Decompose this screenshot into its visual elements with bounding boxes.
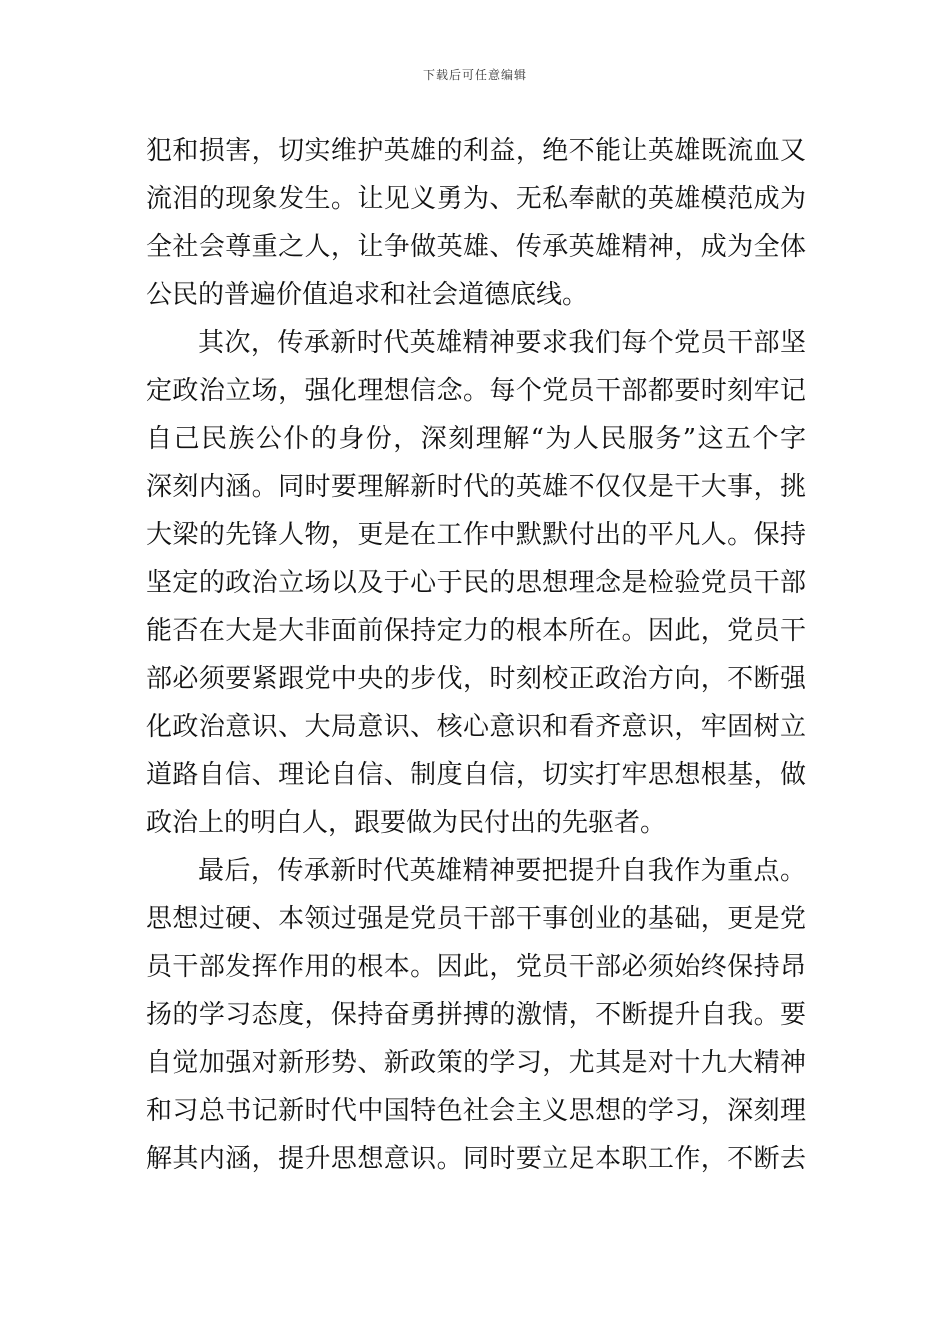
text-line: 化政治意识、大局意识、核心意识和看齐意识，牢固树立 [146,712,806,742]
text-line: 全社会尊重之人，让争做英雄、传承英雄精神，成为全体 [146,232,806,262]
text-line: 思想过硬、本领过强是党员干部干事创业的基础，更是党 [146,904,806,934]
text-line: 公民的普遍价值追求和社会道德底线。 [146,280,589,310]
text-line: 道路自信、理论自信、制度自信，切实打牢思想根基，做 [146,760,806,790]
text-line: 解其内涵，提升思想意识。同时要立足本职工作，不断去 [146,1144,806,1174]
text-line: 定政治立场，强化理想信念。每个党员干部都要时刻牢记 [146,376,806,406]
paragraph-first-line: 最后，传承新时代英雄精神要把提升自我作为重点。 [198,856,806,886]
text-line: 大梁的先锋人物，更是在工作中默默付出的平凡人。保持 [146,520,806,550]
paragraph-first-line: 其次，传承新时代英雄精神要求我们每个党员干部坚 [198,328,806,358]
text-line: 自己民族公仆的身份，深刻理解“为人民服务”这五个字 [146,424,806,454]
page-header: 下载后可任意编辑 [422,68,527,82]
text-line: 和习总书记新时代中国特色社会主义思想的学习，深刻理 [146,1096,806,1126]
text-line: 自觉加强对新形势、新政策的学习，尤其是对十九大精神 [146,1048,806,1078]
text-line: 坚定的政治立场以及于心于民的思想理念是检验党员干部 [146,568,806,598]
text-line: 员干部发挥作用的根本。因此，党员干部必须始终保持昂 [146,952,806,982]
text-line: 犯和损害，切实维护英雄的利益，绝不能让英雄既流血又 [146,136,806,166]
text-line: 扬的学习态度，保持奋勇拼搏的激情，不断提升自我。要 [146,1000,806,1030]
text-line: 政治上的明白人，跟要做为民付出的先驱者。 [146,808,667,838]
text-line: 流泪的现象发生。让见义勇为、无私奉献的英雄模范成为 [146,184,806,214]
document-body [146,127,806,1183]
text-line: 深刻内涵。同时要理解新时代的英雄不仅仅是干大事，挑 [146,472,806,502]
text-line: 部必须要紧跟党中央的步伐，时刻校正政治方向，不断强 [146,664,806,694]
text-line: 能否在大是大非面前保持定力的根本所在。因此，党员干 [146,616,806,646]
